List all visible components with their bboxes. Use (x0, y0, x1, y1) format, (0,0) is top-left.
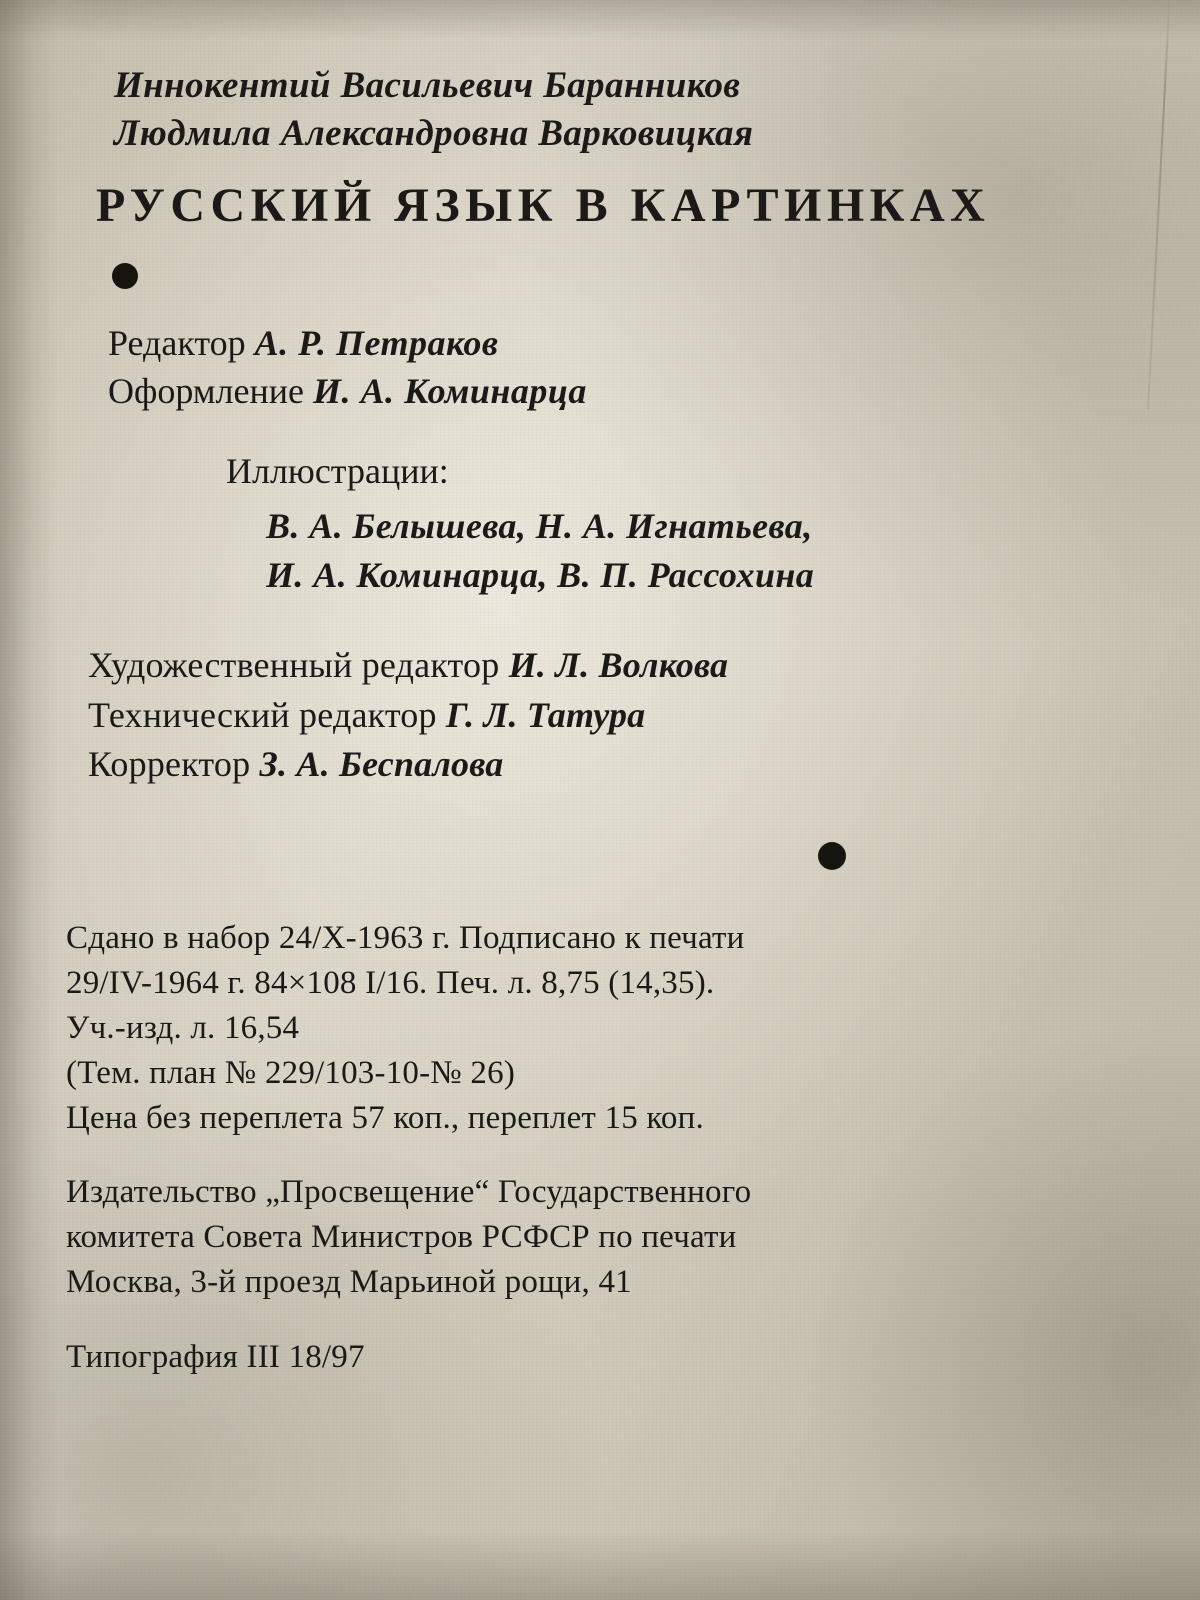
staff-row-proofreader (88, 740, 1126, 790)
staff-label-proofreader: Корректор (88, 744, 251, 785)
staff-row-tech-editor (88, 691, 1126, 741)
role-label-editor: Редактор (108, 323, 246, 364)
roles-block (108, 319, 1126, 415)
production-details (66, 916, 1126, 1140)
illustrators-line-2: И. А. Коминарца, В. П. Рассохина (266, 555, 815, 596)
role-person-design: И. А. Коминарца (313, 371, 587, 412)
staff-row-art-editor (88, 641, 1126, 691)
staff-person-art-editor: И. Л. Волкова (508, 645, 729, 685)
page-shadow-left (0, 0, 58, 1600)
staff-label-art-editor: Художественный редактор (88, 645, 500, 685)
role-row-design (108, 367, 1126, 415)
authors-block (114, 62, 1126, 158)
colophon-block (66, 62, 1126, 1380)
role-row-editor (108, 319, 1126, 367)
printer-details (66, 1335, 1126, 1380)
printer-line: Типография III 18/97 (66, 1339, 365, 1376)
production-line-3: Уч.-изд. л. 16,54 (66, 1009, 300, 1046)
production-line-5: Цена без переплета 57 коп., переплет 15 коп. (66, 1099, 704, 1136)
production-line-4: (Тем. план № 229/103-10-№ 26) (66, 1054, 516, 1091)
imprint-block (66, 916, 1126, 1380)
author-line-1: Иннокентий Васильевич Баранников (114, 65, 741, 106)
publisher-line-3: Москва, 3-й проезд Марьиной рощи, 41 (66, 1264, 632, 1301)
role-label-design: Оформление (108, 371, 305, 412)
staff-person-tech-editor: Г. Л. Татура (445, 694, 646, 735)
author-line-2: Людмила Александровна Варковицкая (114, 113, 754, 155)
paper-fold-line (1147, 0, 1171, 410)
book-title: РУССКИЙ ЯЗЫК В КАРТИНКАХ (96, 179, 991, 233)
publisher-line-1: Издательство „Просвещение“ Государственного (66, 1174, 752, 1211)
illustrators-line-1: В. А. Белышева, Н. А. Игнатьева, (266, 505, 813, 546)
page-shadow-bottom (0, 1530, 1200, 1600)
editorial-staff-block (88, 641, 1126, 790)
staff-label-tech-editor: Технический редактор (88, 694, 437, 735)
staff-person-proofreader: З. А. Беспалова (259, 744, 504, 785)
production-line-1: Сдано в набор 24/X-1963 г. Подписано к печати (66, 920, 745, 957)
publisher-details (66, 1170, 1126, 1305)
illustrators-block (266, 502, 1126, 601)
publisher-line-2: комитета Совета Министров РСФСР по печати (66, 1219, 737, 1256)
role-person-editor: А. Р. Петраков (254, 323, 499, 364)
page-shadow-top (0, 0, 1200, 40)
illustrations-label: Иллюстрации: (226, 450, 449, 491)
bullet-ornament-top-icon (112, 263, 138, 289)
bullet-ornament-middle-icon (818, 842, 846, 870)
production-line-2: 29/IV-1964 г. 84×108 I/16. Печ. л. 8,75 (14,35). (66, 964, 715, 1001)
